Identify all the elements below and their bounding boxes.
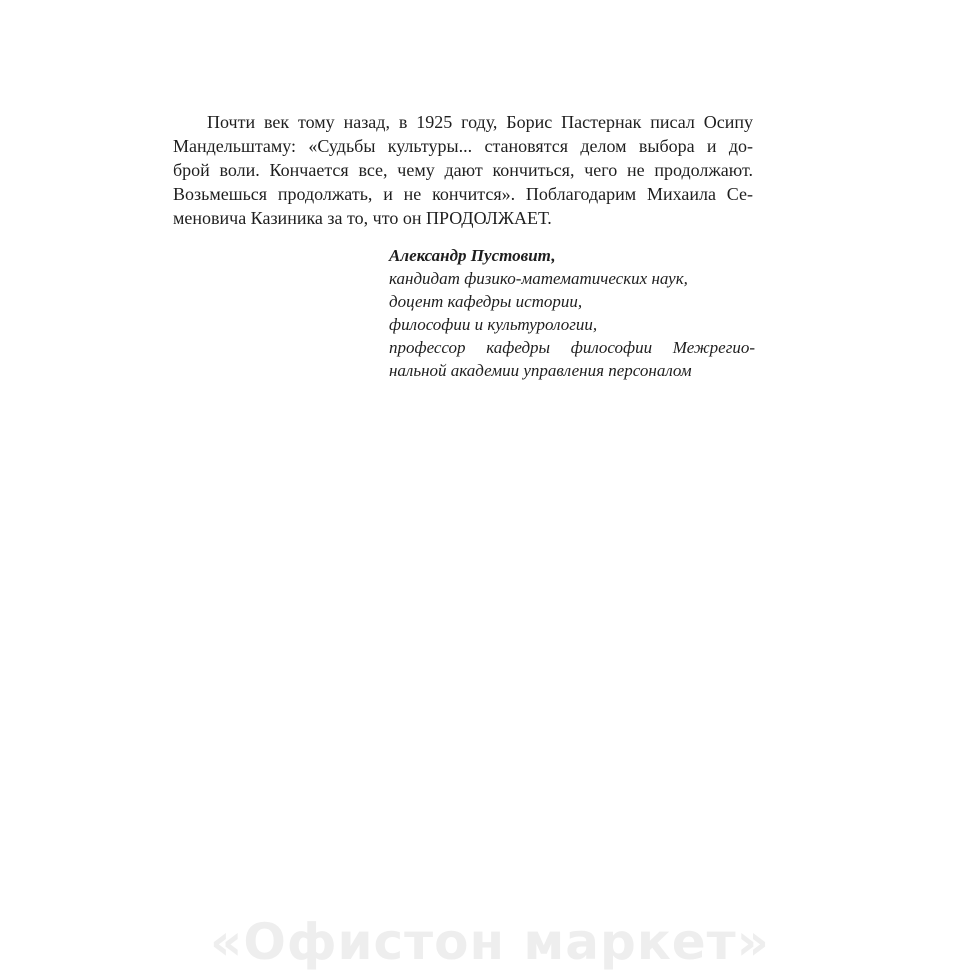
signature-title-line: нальной академии управления персоналом [389,361,692,380]
signature-title-line: кандидат физико-математических наук, [389,269,688,288]
watermark: «Офистон маркет» [210,913,770,971]
signature-title-line: профессор кафедры философии Межрегио- [389,338,755,357]
body-paragraph [173,110,753,230]
paragraph-line: Мандельштаму: «Судьбы культуры... становятся делом выбора и до- [173,136,753,156]
paragraph-line: меновича Казиника за то, что он ПРОДОЛЖАЕТ. [173,208,552,228]
signature-title-line: доцент кафедры истории, [389,292,583,311]
paragraph-line: Почти век тому назад, в 1925 году, Борис Пастернак писал Осипу [207,112,753,132]
signature-block [389,244,759,382]
signature-title-line: философии и культурологии, [389,315,598,334]
signature-author: Александр Пустовит, [389,246,556,265]
paragraph-line: брой воли. Кончается все, чему дают кончиться, чего не продолжают. [173,160,753,180]
paragraph-line: Возьмешься продолжать, и не кончится». Поблагодарим Михаила Се- [173,184,753,204]
